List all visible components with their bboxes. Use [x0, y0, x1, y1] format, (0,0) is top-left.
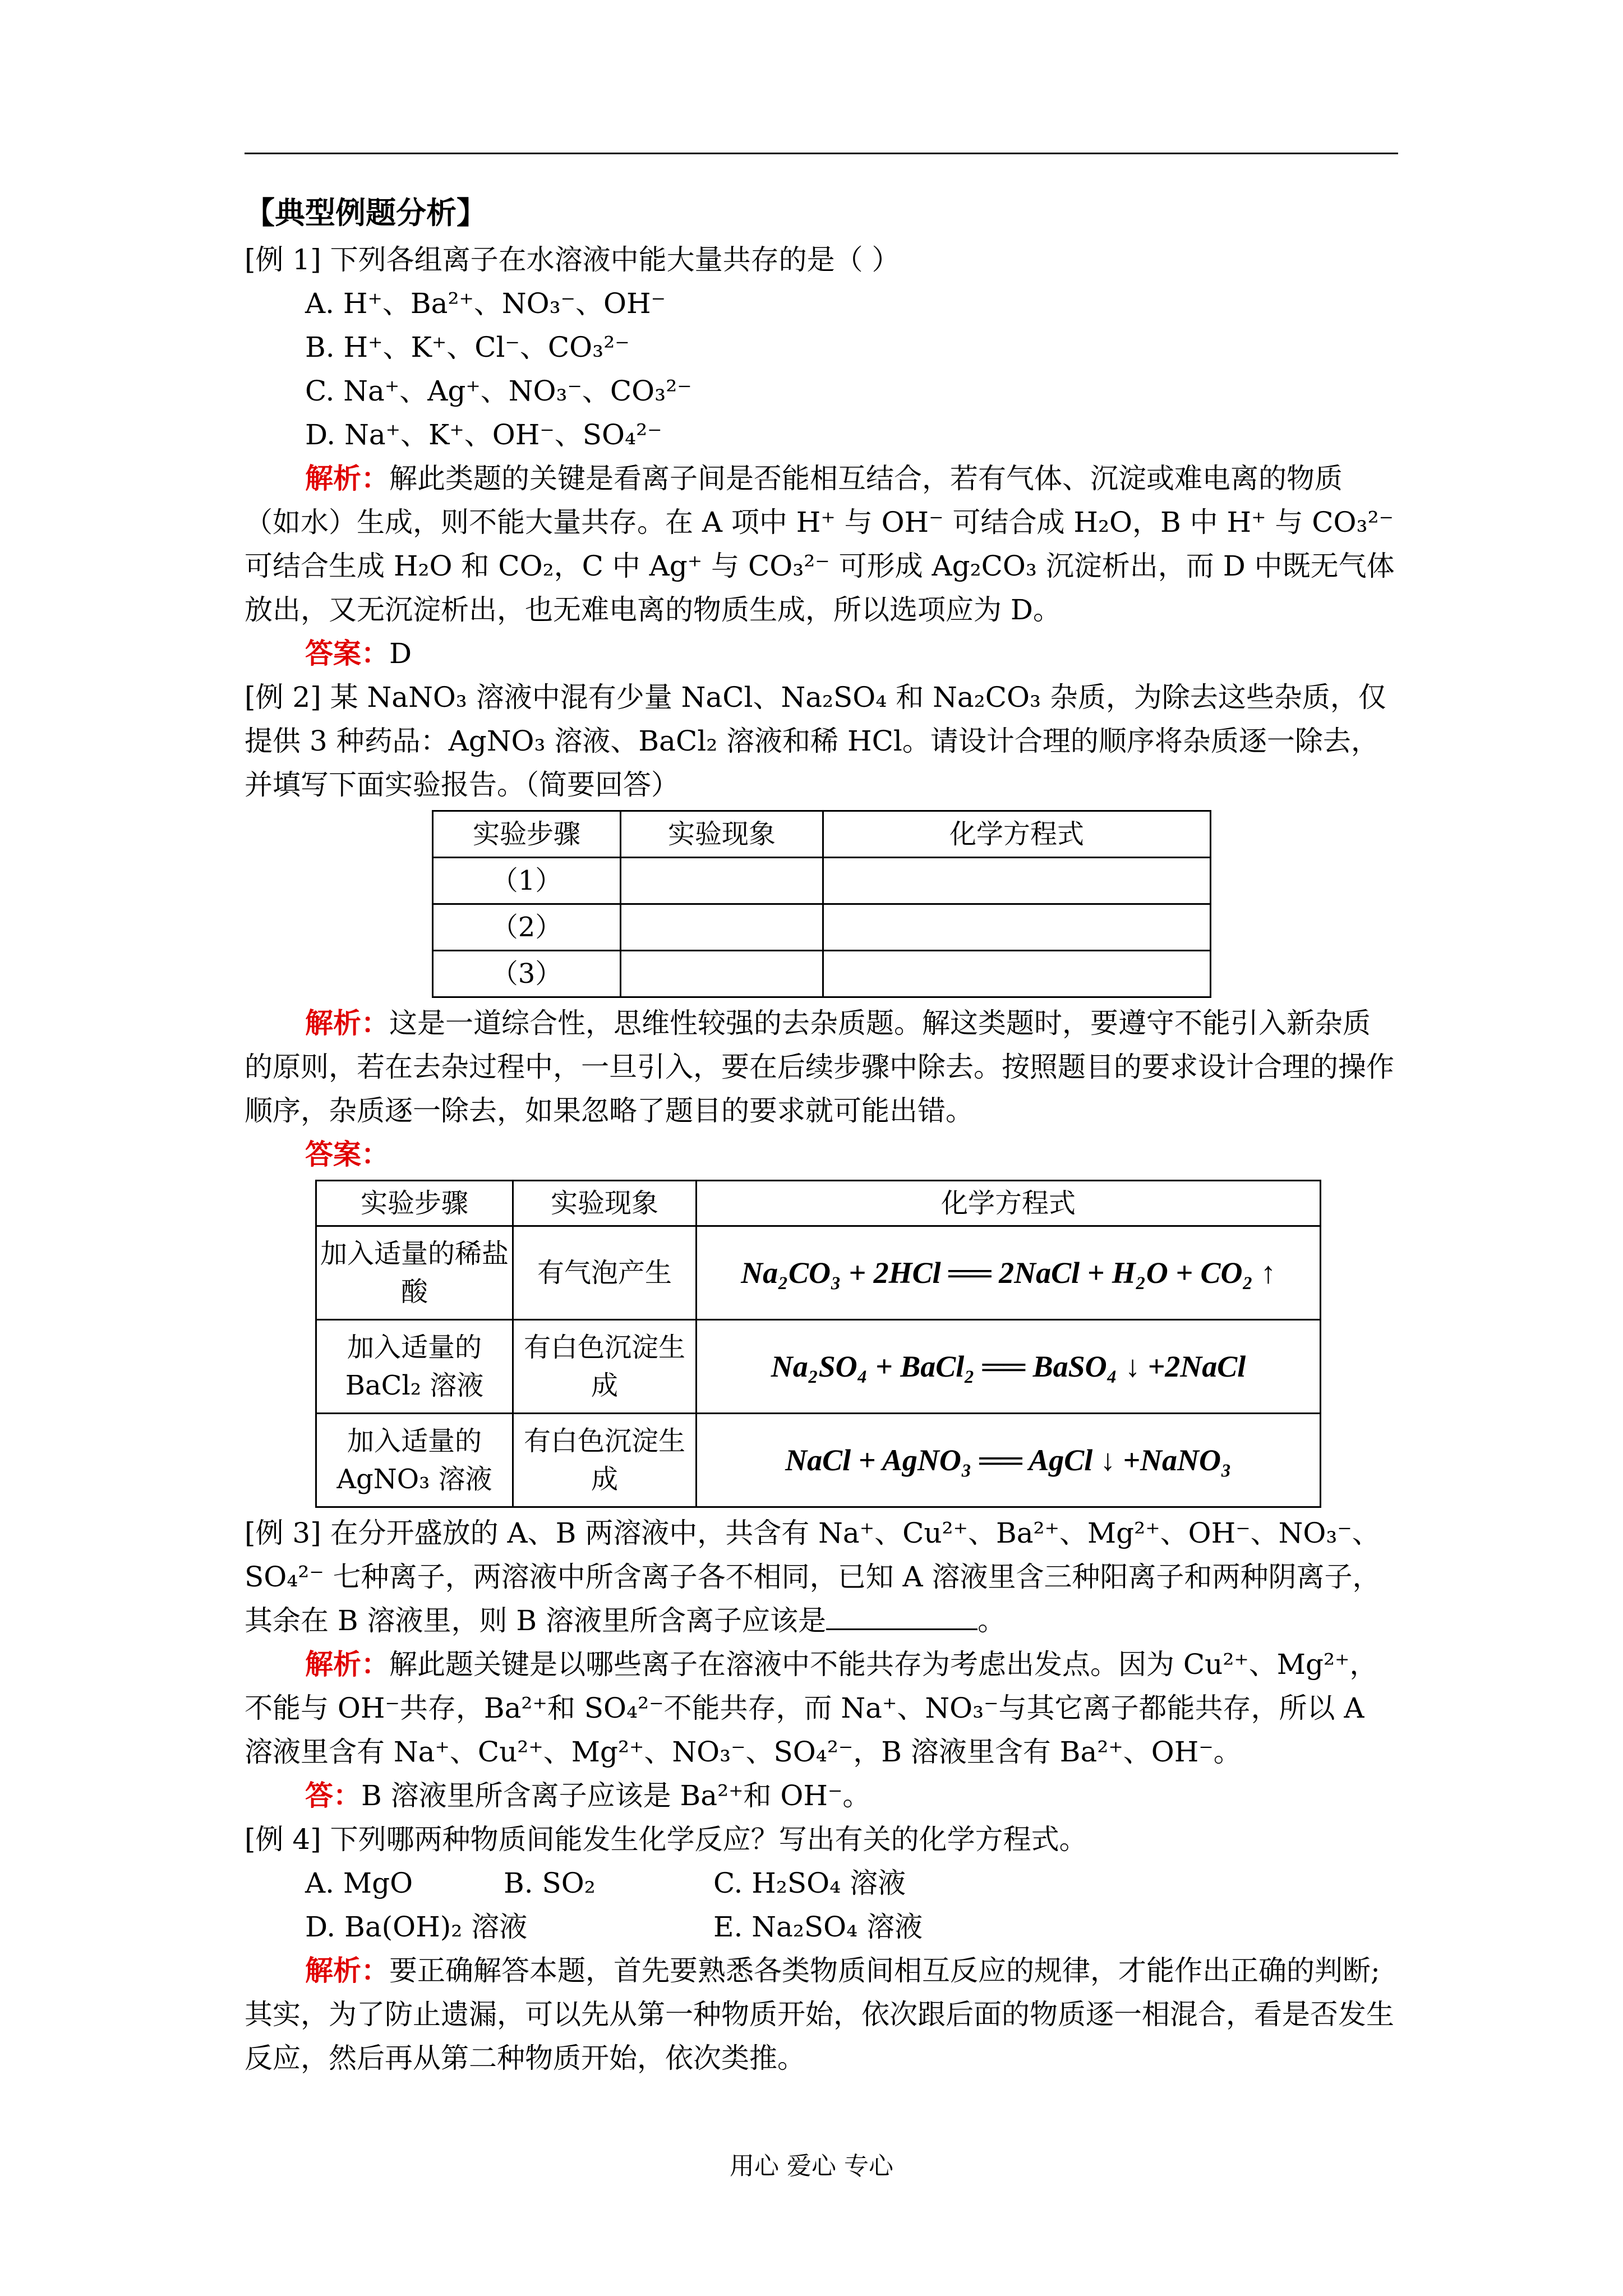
ex2-answer-table [315, 1180, 1321, 1508]
table-header: 实验现象 [513, 1181, 697, 1226]
table-cell-equation: Na₂SO₄ + BaCl₂ ══ BaSO₄ ↓ +2NaCl [697, 1320, 1321, 1414]
table-cell-blank [621, 858, 823, 904]
table-cell: 加入适量的 BaCl₂ 溶液 [316, 1320, 513, 1414]
ex4-analysis-label: 解析： [305, 1954, 389, 1987]
table-cell: 有白色沉淀生成 [513, 1414, 697, 1507]
ex1-answer-text: D [389, 637, 412, 670]
ex1-analysis [245, 457, 1398, 632]
ex4-option-e: E. Na₂SO₄ 溶液 [713, 1911, 923, 1943]
ex3-answer [245, 1774, 1398, 1818]
page-footer: 用心 爱心 专心 [730, 2152, 893, 2180]
ex1-answer-label: 答案： [305, 637, 389, 670]
table-row [433, 858, 1211, 904]
ex2-blank-table [432, 810, 1211, 998]
table-cell: 加入适量的 AgNO₃ 溶液 [316, 1414, 513, 1507]
answer-blank [826, 1606, 978, 1630]
ex2-answer [245, 1133, 1398, 1176]
ex3-answer-label: 答： [305, 1779, 361, 1812]
ex3-stem-end: 。 [978, 1604, 1006, 1637]
ex1-option-d: D. Na⁺、K⁺、OH⁻、SO₄²⁻ [305, 418, 662, 451]
table-row [316, 1414, 1321, 1507]
ex4-option-b: B. SO₂ [504, 1867, 596, 1899]
ex1-option-b: B. H⁺、K⁺、Cl⁻、CO₃²⁻ [305, 331, 630, 364]
table-header: 化学方程式 [697, 1181, 1321, 1226]
table-cell-equation: Na₂CO₃ + 2HCl ══ 2NaCl + H₂O + CO₂ ↑ [697, 1226, 1321, 1320]
table-header: 实验步骤 [316, 1181, 513, 1226]
ex1-stem: [例 1] 下列各组离子在水溶液中能大量共存的是（ ） [245, 243, 900, 276]
ex3-analysis-text: 解此题关键是以哪些离子在溶液中不能共存为考虑出发点。因为 Cu²⁺、Mg²⁺，不能与 OH⁻共存，Ba²⁺和 SO₄²⁻不能共存，而 Na⁺、NO₃⁻与其它离子都能共存，所以 A 溶液里含有 Na⁺、Cu²⁺、Mg²⁺、NO₃⁻、SO₄²⁻，B 溶液里含有 Ba²⁺、OH⁻。 [245, 1648, 1378, 1768]
ex3-stem [245, 1511, 1398, 1642]
ex3-stem-text: [例 3] 在分开盛放的 A、B 两溶液中，共含有 Na⁺、Cu²⁺、Ba²⁺、Mg²⁺、OH⁻、NO₃⁻、SO₄²⁻ 七种离子，两溶液中所含离子各不相同，已知 A 溶液里含三种阳离子和两种阴离子，其余在 B 溶液里，则 B 溶液里所含离子应该是 [245, 1517, 1381, 1637]
table-header: 实验现象 [621, 811, 823, 858]
table-cell-blank [621, 951, 823, 997]
ex4-options-row2 [245, 1905, 1398, 1949]
table-row [433, 951, 1211, 997]
table-cell: 有白色沉淀生成 [513, 1320, 697, 1414]
ex4-option-d: D. Ba(OH)₂ 溶液 [305, 1911, 528, 1943]
ex4-stem: [例 4] 下列哪两种物质间能发生化学反应？写出有关的化学方程式。 [245, 1823, 1087, 1856]
ex3-analysis [245, 1642, 1398, 1774]
table-cell-blank [823, 951, 1211, 997]
table-cell-blank [823, 858, 1211, 904]
ex1-option-a: A. H⁺、Ba²⁺、NO₃⁻、OH⁻ [305, 287, 666, 320]
ex4-option-a: A. MgO [305, 1867, 413, 1899]
table-row [316, 1320, 1321, 1414]
table-cell: 有气泡产生 [513, 1226, 697, 1320]
table-row [433, 904, 1211, 951]
ex3-answer-text: B 溶液里所含离子应该是 Ba²⁺和 OH⁻。 [361, 1779, 871, 1812]
header-rule [245, 153, 1398, 154]
table-cell: 加入适量的稀盐酸 [316, 1226, 513, 1320]
ex2-analysis-text: 这是一道综合性，思维性较强的去杂质题。解这类题时，要遵守不能引入新杂质的原则，若在去杂过程中，一旦引入，要在后续步骤中除去。按照题目的要求设计合理的操作顺序，杂质逐一除去，如果忽略了题目的要求就可能出错。 [245, 1007, 1394, 1127]
ex4-analysis-text: 要正确解答本题，首先要熟悉各类物质间相互反应的规律，才能作出正确的判断; 其实，为了防止遗漏，可以先从第一种物质开始，依次跟后面的物质逐一相混合，看是否发生反应，然后再从第二种物质开始，依次类推。 [245, 1954, 1394, 2074]
table-header: 化学方程式 [823, 811, 1211, 858]
ex4-option-c: C. H₂SO₄ 溶液 [713, 1867, 906, 1899]
ex2-analysis-label: 解析： [305, 1006, 389, 1039]
table-cell: （2） [433, 904, 621, 951]
ex2-analysis [245, 1001, 1398, 1133]
ex1-option-c: C. Na⁺、Ag⁺、NO₃⁻、CO₃²⁻ [305, 375, 692, 407]
table-cell: （3） [433, 951, 621, 997]
ex3-analysis-label: 解析： [305, 1648, 389, 1681]
ex1-answer [245, 632, 1398, 675]
content [245, 191, 1398, 2080]
ex1-analysis-label: 解析： [305, 462, 389, 495]
ex4-options-row1 [245, 1861, 1398, 1905]
ex1-analysis-text: 解此类题的关键是看离子间是否能相互结合，若有气体、沉淀或难电离的物质（如水）生成，则不能大量共存。在 A 项中 H⁺ 与 OH⁻ 可结合成 H₂O，B 中 H⁺ 与 CO₃²⁻ 可结合生成 H₂O 和 CO₂，C 中 Ag⁺ 与 CO₃²⁻ 可形成 Ag₂CO₃ 沉淀析出，而 D 中既无气体放出，又无沉淀析出，也无难电离的物质生成，所以选项应为 D。 [245, 462, 1395, 626]
table-header: 实验步骤 [433, 811, 621, 858]
table-cell: （1） [433, 858, 621, 904]
section-heading: 【典型例题分析】 [245, 195, 487, 231]
ex2-answer-label: 答案： [305, 1138, 389, 1171]
table-cell-blank [823, 904, 1211, 951]
table-cell-blank [621, 904, 823, 951]
ex4-analysis [245, 1949, 1398, 2080]
table-row [316, 1226, 1321, 1320]
ex2-stem: [例 2] 某 NaNO₃ 溶液中混有少量 NaCl、Na₂SO₄ 和 Na₂CO₃ 杂质，为除去这些杂质，仅提供 3 种药品：AgNO₃ 溶液、BaCl₂ 溶液和稀 HCl。请设计合理的顺序将杂质逐一除去，并填写下面实验报告。（简要回答） [245, 681, 1386, 801]
table-cell-equation: NaCl + AgNO₃ ══ AgCl ↓ +NaNO₃ [697, 1414, 1321, 1507]
